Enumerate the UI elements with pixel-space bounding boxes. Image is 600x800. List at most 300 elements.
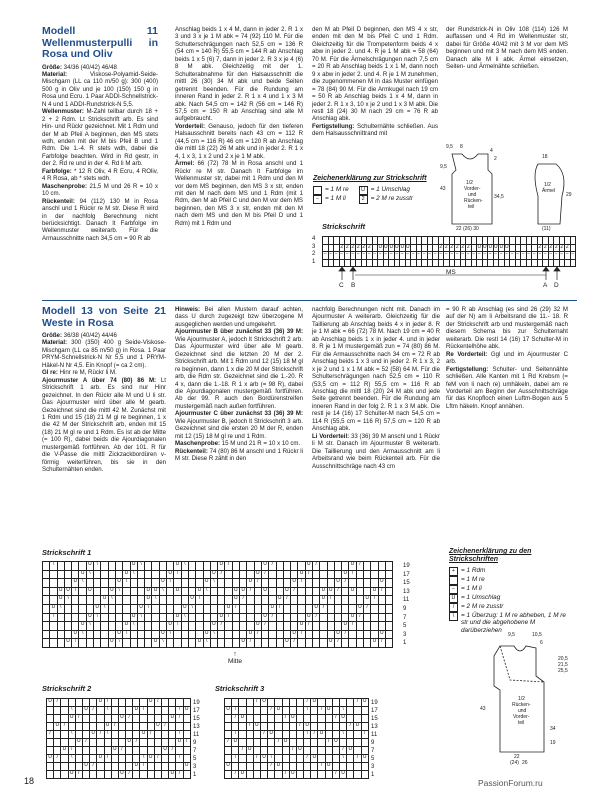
chart-cell: [357, 639, 364, 648]
chart-cell: /: [218, 622, 225, 631]
paragraph-text: Anschlag beids 1 x 4 M, dann in jeder 2. R 1 x 3 und 3 x je 1 M abk = 74 (92) 110 M. Für die Schulterschrägungen nach 52,5 cm = 136 R (54 cm = 140 R) 55,5 cm = 144 R ab Anschlag beids 1 x 5 (6) 7, dann in jeder 2. R 3 x je 4 (6) 8 M abk. Gleichzeitig mit der 1. Schulterabnahme für den Halsausschnitt die mittl 26 (30) 34 M abk und beide Seiten getrennt beenden. Für die Rundung am inneren Rand in jeder 2. R 1 x 4 und 1 x 3 M abk. Nach 54,5 cm = 142 R (56 cm = 146 R) 57,5 cm = 150 R ab Anschlag sind alle M aufgebraucht.: [175, 26, 303, 123]
chart-cell: U: [247, 747, 254, 755]
chart-cell: [145, 562, 152, 571]
chart-cell: U: [349, 614, 356, 623]
chart-cell: 2: [356, 245, 362, 253]
chart-cell: [328, 562, 335, 571]
chart-cell: U: [184, 763, 191, 771]
chart-cell: [189, 614, 196, 623]
chart-cell: 2: [444, 245, 450, 253]
chart-cell: \: [72, 588, 79, 597]
chart-cell: [119, 763, 126, 771]
paragraph-text: M-Zahl teilbar durch 18 + 2 + 2 Rdm. Lt Strickschrift arb. Es sind Hin- und Rückr gezeichnet. Mit 1 Rdm und der M ab Pfeil A beginnen, den MS stets wdh, enden mit der M bis Pfeil B und 1 Rdm. Die 1.-4. R stets wdh, dabei die Farbfolge beachten. Wird in Rd gestr, in der 2. Rd re und in der 4. Rd li M arb.: [42, 108, 158, 168]
chart-cell: [162, 739, 169, 747]
schematic-label: Ärmel: [542, 188, 556, 194]
chart-cell: [196, 622, 203, 631]
chart-cell: [54, 739, 61, 747]
row-number: 13: [193, 724, 200, 730]
paragraph-label: Rückenteil:: [175, 447, 208, 455]
chart-cell: /: [140, 707, 147, 715]
chart-cell: /: [254, 699, 261, 707]
chart-cell: U: [483, 245, 489, 253]
chart-cell: [123, 596, 130, 605]
chart-cell: U: [145, 588, 152, 597]
paragraph-text: 21,5 M und 26 R = 10 x 10 cm.: [42, 182, 158, 198]
chart-cell: [76, 707, 83, 715]
instruction-paragraph: [312, 306, 440, 433]
schematic-label: und: [468, 192, 477, 198]
chart-cell: [318, 771, 325, 779]
paragraph-text: Bei allen Mustern darauf achten, dass U durch zugezeigt bzw überzogene M ausgeglichen werden und umgekehrt.: [175, 306, 303, 328]
edge-stitch-symbol-icon: +: [449, 567, 458, 576]
chart-cell: [371, 622, 378, 631]
chart-cell: −: [323, 252, 329, 260]
chart-cell: [225, 571, 232, 580]
chart-cell: [247, 562, 254, 571]
chart-cell: \: [140, 755, 147, 763]
chart-cell: U: [79, 622, 86, 631]
chart-cell: [204, 571, 211, 580]
chart-cell: [76, 755, 83, 763]
chart-cell: U: [83, 707, 90, 715]
schematic-label: Vorder-: [464, 186, 481, 192]
chart-cell: U: [123, 622, 130, 631]
yarn-over-symbol-icon: U: [449, 594, 458, 603]
chart-cell: [176, 763, 183, 771]
chart-cell: [277, 622, 284, 631]
instruction-paragraph: [175, 160, 303, 227]
chart-cell: [247, 571, 254, 580]
chart-cell: /: [112, 723, 119, 731]
chart-cell: [328, 571, 335, 580]
chart-cell: [83, 715, 90, 723]
instruction-paragraph: [312, 433, 440, 470]
chart-cell: [240, 579, 247, 588]
legend-model13: [449, 548, 574, 634]
chart-cell: [371, 579, 378, 588]
chart-cell: /: [247, 723, 254, 731]
chart-cell: −: [400, 252, 406, 260]
chart-cell: [328, 579, 335, 588]
chart-cell: U: [275, 707, 282, 715]
chart-cell: U: [169, 715, 176, 723]
chart-cell: [571, 237, 577, 245]
chart-cell: [94, 639, 101, 648]
chart-cell: [140, 723, 147, 731]
chart-cell: /: [379, 588, 386, 597]
chart-cell: U: [76, 739, 83, 747]
chart-cell: U: [232, 739, 239, 747]
chart-cell: \: [167, 631, 174, 640]
chart-cell: \: [176, 707, 183, 715]
chart-cell: [101, 614, 108, 623]
chart-cell: /: [54, 755, 61, 763]
chart-cell: [357, 579, 364, 588]
chart-cell: U: [362, 755, 369, 763]
chart-cell: [291, 614, 298, 623]
chart-s1-row-numbers: [403, 563, 410, 649]
chart-cell: /: [232, 771, 239, 779]
chart-cell: −: [439, 252, 445, 260]
chart-cell: −: [406, 252, 412, 260]
chart-cell: U: [90, 731, 97, 739]
chart-cell: [357, 588, 364, 597]
chart-cell: [162, 707, 169, 715]
chart-cell: \: [69, 731, 76, 739]
chart-cell: [112, 771, 119, 779]
chart-cell: [268, 747, 275, 755]
chart-cell: U: [47, 699, 54, 707]
instruction-paragraph: [312, 26, 438, 123]
chart-cell: [318, 739, 325, 747]
chart-cell: [240, 631, 247, 640]
chart-cell: U: [284, 639, 291, 648]
chart-cell: [362, 771, 369, 779]
chart-cell: \: [50, 562, 57, 571]
chart-cell: [101, 571, 108, 580]
legend-item: [449, 594, 574, 603]
chart-cell: [94, 622, 101, 631]
paragraph-text: 15 M und 21 R = 10 x 10 cm.: [220, 440, 301, 448]
chart-cell: [347, 763, 354, 771]
chart-cell: [69, 763, 76, 771]
chart-cell: [283, 699, 290, 707]
chart-cell: [284, 571, 291, 580]
chart-cell: U: [83, 763, 90, 771]
chart-cell: [342, 605, 349, 614]
chart-cell: /: [342, 631, 349, 640]
chart-cell: U: [79, 571, 86, 580]
chart-cell: [145, 579, 152, 588]
chart-cell: [47, 707, 54, 715]
chart-cell: U: [196, 588, 203, 597]
chart-cell: [277, 571, 284, 580]
chart-cell: [72, 562, 79, 571]
chart-cell: 2: [538, 245, 544, 253]
row-number: 9: [371, 740, 375, 746]
chart-cell: /: [148, 731, 155, 739]
chart-cell: [262, 579, 269, 588]
chart-cell: [116, 562, 123, 571]
chart-cell: /: [320, 605, 327, 614]
chart-cell: /: [126, 715, 133, 723]
schematic-label: 34,5: [494, 194, 504, 200]
chart-cell: \: [94, 562, 101, 571]
row-number: 13: [403, 588, 410, 595]
instruction-paragraph: [42, 71, 158, 108]
chart-cell: U: [160, 631, 167, 640]
chart-cell: [239, 731, 246, 739]
chart-cell: [386, 596, 393, 605]
chart-cell: [61, 763, 68, 771]
chart-cell: [333, 755, 340, 763]
chart-cell: [347, 715, 354, 723]
chart-cell: −: [417, 252, 423, 260]
chart-cell: −: [571, 252, 577, 260]
chart-cell: [364, 588, 371, 597]
marker-a: A: [543, 282, 548, 288]
chart-cell: [94, 571, 101, 580]
model11-title: Modell 11 Wellenmusterpulli in Rosa und Oliv: [42, 25, 158, 60]
chart-cell: [225, 639, 232, 648]
chart-cell: [297, 699, 304, 707]
chart-cell: [318, 699, 325, 707]
chart-cell: \: [69, 707, 76, 715]
chart-cell: [247, 755, 254, 763]
chart-cell: [232, 747, 239, 755]
chart-cell: [58, 622, 65, 631]
chart-cell: U: [262, 614, 269, 623]
chart-cell: U: [105, 723, 112, 731]
chart-cell: [340, 723, 347, 731]
chart-cell: U: [97, 755, 104, 763]
schematic-label: Vorder-: [513, 714, 530, 720]
chart-cell: [50, 571, 57, 580]
chart-cell: [94, 631, 101, 640]
chart-cell: \: [138, 614, 145, 623]
chart-cell: 2: [439, 245, 445, 253]
chart-cell: [284, 562, 291, 571]
chart-cell: U: [69, 715, 76, 723]
chart-cell: [79, 614, 86, 623]
chart-cell: [364, 579, 371, 588]
chart-cell: /: [119, 747, 126, 755]
chart-cell: [116, 622, 123, 631]
chart-cell: [290, 723, 297, 731]
chart-cell: [326, 731, 333, 739]
chart-cell: /: [126, 771, 133, 779]
chart-s2-grid: [46, 698, 191, 779]
chart-cell: /: [328, 596, 335, 605]
chart-cell: /: [306, 622, 313, 631]
chart-cell: [297, 755, 304, 763]
chart-cell: −: [494, 252, 500, 260]
paragraph-text: Wie Ajourmuster A, jedoch lt Strickschrift 2 arb. Das Ajourmuster wird über alle M gearb. Gezeichnet sind die letzten 20 M der 2. Strickschrift arb. Mit 1 Rdm und 12 (15) 18 M gl re beginnen, dann 1 x die 20 M der Strickschrift arb, die Rdm str. Gezeichnet sind die 1.-20. R 4 x, dann die 1.-18. R 1 x arb (= 98 R), dabei die Ajourdiagonalen mustergemäß fortführen. Ab der 99. R auch den Bordürenstreifen mustergemäß nach außen fortführen.: [175, 335, 303, 410]
schematic-label: 9,5: [440, 164, 447, 170]
chart-cell: [313, 579, 320, 588]
chart-cell: [109, 631, 116, 640]
paragraph-label: Maschenprobe:: [175, 440, 221, 448]
chart-cell: \: [131, 571, 138, 580]
chart-cell: [90, 771, 97, 779]
chart-cell: [112, 739, 119, 747]
chart-cell: [247, 715, 254, 723]
paragraph-label: Li Vorderteil:: [312, 432, 350, 440]
chart-cell: −: [483, 252, 489, 260]
chart-cell: [101, 562, 108, 571]
chart-cell: [72, 605, 79, 614]
chart-cell: U: [349, 588, 356, 597]
chart-cell: [152, 614, 159, 623]
paragraph-label: Fertigstellung:: [446, 365, 489, 373]
chart-cell: [364, 562, 371, 571]
chart-cell: [275, 771, 282, 779]
chart-cell: [76, 731, 83, 739]
chart-cell: [364, 571, 371, 580]
paragraph-text: 33 (36) 39 M anschl und 1 Rückr li M str. Danach im Ajourmuster B weiterarb. Die Taillierung und den Armausschnitt am li Arbeitsrand wie beim Rückenteil arb. Für die Ausschnittschräge nach 43 cm: [312, 432, 440, 470]
chart-cell: [119, 731, 126, 739]
chart-cell: [109, 571, 116, 580]
model13-left-column: [42, 306, 166, 474]
chart-model11-grid: [322, 236, 576, 267]
schematic-label: 19: [550, 740, 556, 746]
chart-cell: [333, 731, 340, 739]
chart-cell: U: [123, 571, 130, 580]
chart-cell: [254, 763, 261, 771]
chart-cell: [167, 614, 174, 623]
chart-cell: U: [204, 579, 211, 588]
chart-cell: [291, 562, 298, 571]
chart-cell: [340, 739, 347, 747]
chart-cell: \: [94, 614, 101, 623]
legend-item: [449, 567, 574, 576]
paragraph-text: Schulternähte schließen. Aus dem Halsausschnittrand mit: [312, 122, 438, 138]
paragraph-text: Ggl und im Ajourmuster C arb.: [446, 350, 568, 366]
chart-cell: [335, 605, 342, 614]
chart-cell: U: [225, 707, 232, 715]
chart-cell: [47, 715, 54, 723]
chart-cell: [116, 605, 123, 614]
chart-cell: \: [58, 605, 65, 614]
chart-cell: [342, 562, 349, 571]
chart-cell: [333, 763, 340, 771]
chart-cell: /: [297, 723, 304, 731]
chart-cell: [131, 588, 138, 597]
chart-cell: [306, 639, 313, 648]
chart-cell: U: [333, 739, 340, 747]
chart-cell: [72, 571, 79, 580]
chart-cell: 2: [543, 245, 549, 253]
chart-cell: [349, 631, 356, 640]
chart-cell: [182, 588, 189, 597]
row-number: 3: [193, 764, 197, 770]
chart-cell: [306, 596, 313, 605]
chart-cell: /: [333, 771, 340, 779]
row-number: 15: [403, 580, 410, 587]
chart-cell: [297, 771, 304, 779]
chart-cell: U: [349, 562, 356, 571]
chart-cell: \: [109, 596, 116, 605]
paragraph-label: Material:: [42, 70, 68, 78]
chart-cell: [145, 631, 152, 640]
chart-s2-row-numbers: [193, 700, 200, 780]
chart-cell: /: [269, 562, 276, 571]
chart-cell: [148, 771, 155, 779]
chart-cell: [349, 639, 356, 648]
chart-cell: [140, 747, 147, 755]
paragraph-label: Hinweis:: [175, 306, 201, 313]
model13-title: Modell 13 von Seite 21 Weste in Rosa: [42, 305, 166, 329]
chart-cell: U: [290, 771, 297, 779]
chart-cell: [90, 755, 97, 763]
chart-cell: /: [225, 562, 232, 571]
paragraph-label: Material:: [42, 339, 68, 347]
chart-cell: [283, 747, 290, 755]
chart-cell: U: [291, 631, 298, 640]
chart-cell: [50, 631, 57, 640]
chart-cell: [105, 715, 112, 723]
chart-cell: [297, 707, 304, 715]
paragraph-text: Viskose-Polyamid-Seide-Mischgarn (LL ca 110 m/50 g): 300 (400) 500 g in Oliv und je 100 (150) 150 g in Rosa und Ecru. 1 Paar ADDI-Schnellstrick-N 4 und 1 ADDI-Rundstrick-N 5,5.: [42, 70, 158, 108]
chart-cell: [140, 739, 147, 747]
chart-cell: U: [101, 596, 108, 605]
chart-cell: /: [318, 763, 325, 771]
instruction-paragraph: [42, 64, 158, 71]
chart-cell: −: [505, 252, 511, 260]
chart-cell: [386, 631, 393, 640]
paragraph-text: 74 (80) 86 M anschl und 1 Rückr li M str. Diese R zählt in den: [175, 447, 303, 463]
chart-cell: [145, 571, 152, 580]
chart-cell: [61, 707, 68, 715]
chart-cell: /: [357, 562, 364, 571]
chart-cell: [311, 739, 318, 747]
chart-cell: [83, 747, 90, 755]
instruction-paragraph: [175, 123, 303, 160]
chart-cell: U: [255, 622, 262, 631]
chart-cell: [347, 755, 354, 763]
row-number: 9: [193, 740, 197, 746]
chart-cell: [247, 739, 254, 747]
chart-cell: [290, 731, 297, 739]
chart-cell: U: [225, 763, 232, 771]
chart-cell: /: [275, 739, 282, 747]
chart-cell: [218, 639, 225, 648]
chart-cell: [72, 614, 79, 623]
chart-cell: /: [268, 763, 275, 771]
chart-cell: [247, 771, 254, 779]
chart-cell: U: [378, 245, 384, 253]
chart-cell: [105, 739, 112, 747]
chart-cell: [79, 639, 86, 648]
row-number: 17: [371, 708, 378, 714]
chart-cell: [160, 596, 167, 605]
chart-cell: [152, 579, 159, 588]
chart-cell: [47, 771, 54, 779]
chart-cell: [167, 588, 174, 597]
chart-cell: U: [174, 562, 181, 571]
chart-cell: −: [510, 252, 516, 260]
schematic-model11: [438, 140, 578, 232]
chart-cell: [349, 579, 356, 588]
chart-cell: [176, 699, 183, 707]
chart-cell: 2: [461, 245, 467, 253]
chart-cell: [167, 605, 174, 614]
instruction-paragraph: [446, 366, 568, 411]
chart-cell: [268, 723, 275, 731]
chart-cell: \: [204, 639, 211, 648]
instruction-paragraph: [42, 332, 166, 339]
chart-cell: [277, 562, 284, 571]
chart-cell: [240, 571, 247, 580]
chart-cell: [254, 771, 261, 779]
chart-cell: [304, 763, 311, 771]
row-number: 13: [371, 724, 378, 730]
chart-cell: [313, 588, 320, 597]
schematic-label: 1/2: [544, 182, 551, 188]
paragraph-text: 94 (112) 130 M in Rosa anschl und 1 Rückr re M str. Diese R wird in der nachfolg Berechnung nicht berücksichtigt. Danach lt Farbfolge im Wellenmuster weiterarb. Für die Armausschnitte nach 34,5 cm = 90 R ab: [42, 197, 158, 242]
chart-cell: [225, 715, 232, 723]
chart-cell: [61, 715, 68, 723]
chart-cell: [342, 588, 349, 597]
chart-cell: U: [50, 605, 57, 614]
chart-cell: [54, 763, 61, 771]
chart-cell: \: [340, 731, 347, 739]
row-number: 19: [403, 563, 410, 569]
chart-cell: /: [283, 771, 290, 779]
chart-cell: [328, 631, 335, 640]
row-number: 2: [312, 251, 316, 257]
chart-cell: U: [290, 715, 297, 723]
